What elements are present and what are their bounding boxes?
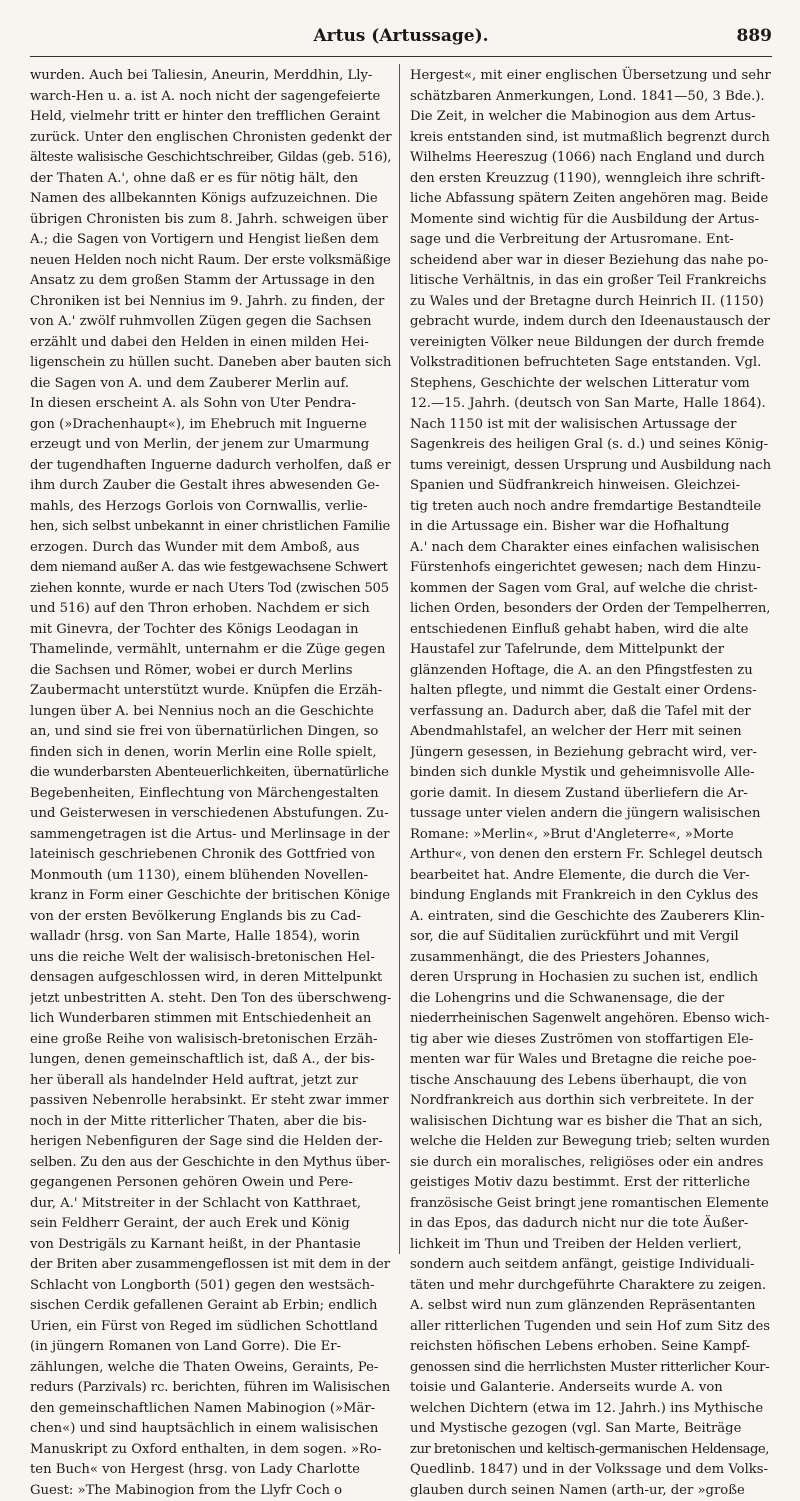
text-line: sor, die auf Süditalien zurückführt und mit Vergil — [410, 927, 772, 948]
text-line: ligenschein zu hüllen sucht. Daneben aber bauten sich — [30, 353, 392, 374]
text-line: Arthur«, von denen den erstern Fr. Schlegel deutsch — [410, 845, 772, 866]
text-line: verfassung an. Dadurch aber, daß die Tafel mit der — [410, 702, 772, 723]
running-title: Artus (Artussage). — [30, 26, 772, 46]
text-line: ten Buch« von Hergest (hrsg. von Lady Charlotte — [30, 1460, 392, 1481]
text-line: Quedlinb. 1847) und in der Volkssage und dem Volks- — [410, 1460, 772, 1481]
text-line: lich Wunderbaren stimmen mit Entschiedenheit an — [30, 1009, 392, 1030]
text-line: der Thaten A.', ohne daß er es für nötig hält, den — [30, 169, 392, 190]
text-line: sondern auch seitdem anfängt, geistige Individuali- — [410, 1255, 772, 1276]
page-header — [30, 26, 772, 54]
text-line: zusammenhängt, die des Priesters Johannes, — [410, 948, 772, 969]
text-line: Die Zeit, in welcher die Mabinogion aus dem Artus- — [410, 107, 772, 128]
text-line: zurück. Unter den englischen Chronisten gedenkt der — [30, 128, 392, 149]
text-line: von Destrigäls zu Karnant heißt, in der Phantasie — [30, 1235, 392, 1256]
text-line: kommen der Sagen vom Gral, auf welche die christ- — [410, 579, 772, 600]
text-line: dem niemand außer A. das wie festgewachsene Schwert — [30, 558, 392, 579]
text-line: warch-Hen u. a. ist A. noch nicht der sagengefeierte — [30, 87, 392, 108]
text-line: lichkeit im Thun und Treiben der Helden verliert, — [410, 1235, 772, 1256]
text-line: und Mystische gezogen (vgl. San Marte, Beiträge — [410, 1419, 772, 1440]
text-line: in das Epos, das dadurch nicht nur die tote Äußer- — [410, 1214, 772, 1235]
text-line: lungen über A. bei Nennius noch an die Geschichte — [30, 702, 392, 723]
text-line: sein Feldherr Geraint, der auch Erek und König — [30, 1214, 392, 1235]
text-line: der Briten aber zusammengeflossen ist mit dem in der — [30, 1255, 392, 1276]
text-line: lateinisch geschriebenen Chronik des Gottfried von — [30, 845, 392, 866]
text-line: tig aber wie dieses Zuströmen von stoffartigen Ele- — [410, 1030, 772, 1051]
text-line: glauben durch seinen Namen (arth-ur, der »große — [410, 1481, 772, 1501]
header-rule — [30, 56, 772, 57]
text-line: kreis entstanden sind, ist mutmaßlich begrenzt durch — [410, 128, 772, 149]
text-line: 12.—15. Jahrh. (deutsch von San Marte, Halle 1864). — [410, 394, 772, 415]
text-line: deren Ursprung in Hochasien zu suchen ist, endlich — [410, 968, 772, 989]
text-line: lungen, denen gemeinschaftlich ist, daß A., der bis- — [30, 1050, 392, 1071]
text-line: finden sich in denen, worin Merlin eine Rolle spielt, — [30, 743, 392, 764]
text-line: sischen Cerdik gefallenen Geraint ab Erbin; endlich — [30, 1296, 392, 1317]
text-line: zu Wales und der Bretagne durch Heinrich II. (1150) — [410, 292, 772, 313]
text-line: tums vereinigt, dessen Ursprung und Ausbildung nach — [410, 456, 772, 477]
text-line: her überall als handelnder Held auftrat, jetzt zur — [30, 1071, 392, 1092]
text-line: wurden. Auch bei Taliesin, Aneurin, Merddhin, Lly- — [30, 66, 392, 87]
text-line: sie durch ein moralisches, religiöses oder ein andres — [410, 1153, 772, 1174]
text-line: A. selbst wird nun zum glänzenden Repräsentanten — [410, 1296, 772, 1317]
text-line: erzeugt und von Merlin, der jenem zur Umarmung — [30, 435, 392, 456]
text-line: welchen Dichtern (etwa im 12. Jahrh.) ins Mythische — [410, 1399, 772, 1420]
text-line: Thamelinde, vermählt, unternahm er die Züge gegen — [30, 640, 392, 661]
text-line: genossen sind die herrlichsten Muster ritterlicher Kour- — [410, 1358, 772, 1379]
text-line: Wilhelms Heereszug (1066) nach England und durch — [410, 148, 772, 169]
text-line: ziehen konnte, wurde er nach Uters Tod (zwischen 505 — [30, 579, 392, 600]
text-line: Held, vielmehr tritt er hinter den trefflichen Geraint — [30, 107, 392, 128]
text-line: uns die reiche Welt der walisisch-bretonischen Hel- — [30, 948, 392, 969]
text-line: Stephens, Geschichte der welschen Litteratur vom — [410, 374, 772, 395]
text-line: mit Ginevra, der Tochter des Königs Leodagan in — [30, 620, 392, 641]
text-line: gegangenen Personen gehören Owein und Pere- — [30, 1173, 392, 1194]
text-line: sage und die Verbreitung der Artusromane. Ent- — [410, 230, 772, 251]
text-line: von A.' zwölf ruhmvollen Zügen gegen die Sachsen — [30, 312, 392, 333]
text-line: reichsten höfischen Lebens erhoben. Seine Kampf- — [410, 1337, 772, 1358]
text-line: binden sich dunkle Mystik und geheimnisvolle Alle- — [410, 763, 772, 784]
text-line: noch in der Mitte ritterlicher Thaten, aber die bis- — [30, 1112, 392, 1133]
text-line: täten und mehr durchgeführte Charaktere zu zeigen. — [410, 1276, 772, 1297]
text-line: Guest: »The Mabinogion from the Llyfr Coch o — [30, 1481, 392, 1501]
text-line: toisie und Galanterie. Anderseits wurde A. von — [410, 1378, 772, 1399]
text-line: übrigen Chronisten bis zum 8. Jahrh. schweigen über — [30, 210, 392, 231]
text-line: Romane: »Merlin«, »Brut d'Angleterre«, »Morte — [410, 825, 772, 846]
text-line: Manuskript zu Oxford enthalten, in dem sogen. »Ro- — [30, 1440, 392, 1461]
text-line: schätzbaren Anmerkungen, Lond. 1841—50, 3 Bde.). — [410, 87, 772, 108]
text-line: die wunderbarsten Abenteuerlichkeiten, übernatürliche — [30, 763, 392, 784]
text-line: Chroniken ist bei Nennius im 9. Jahrh. zu finden, der — [30, 292, 392, 313]
text-line: gon (»Drachenhaupt«), im Ehebruch mit Inguerne — [30, 415, 392, 436]
text-line: halten pflegte, und nimmt die Gestalt einer Ordens- — [410, 681, 772, 702]
text-line: Begebenheiten, Einflechtung von Märchengestalten — [30, 784, 392, 805]
text-line: A.; die Sagen von Vortigern und Hengist ließen dem — [30, 230, 392, 251]
text-line: walladr (hrsg. von San Marte, Halle 1854), worin — [30, 927, 392, 948]
page-number: 889 — [737, 26, 773, 46]
text-line: (in jüngern Romanen von Land Gorre). Die Er- — [30, 1337, 392, 1358]
text-line: entschiedenen Einfluß gehabt haben, wird die alte — [410, 620, 772, 641]
text-line: den ersten Kreuzzug (1190), wenngleich ihre schrift- — [410, 169, 772, 190]
right-column — [410, 66, 772, 1501]
text-line: erzählt und dabei den Helden in einen milden Hei- — [30, 333, 392, 354]
text-line: glänzenden Hoftage, die A. an den Pfingstfesten zu — [410, 661, 772, 682]
text-line: jetzt unbestritten A. steht. Den Ton des überschweng- — [30, 989, 392, 1010]
text-line: Haustafel zur Tafelrunde, dem Mittelpunkt der — [410, 640, 772, 661]
text-line: Volkstraditionen befruchteten Sage entstanden. Vgl. — [410, 353, 772, 374]
text-line: französische Geist bringt jene romantischen Elemente — [410, 1194, 772, 1215]
text-line: gebracht wurde, indem durch den Ideenaustausch der — [410, 312, 772, 333]
text-line: litische Verhältnis, in das ein großer Teil Frankreichs — [410, 271, 772, 292]
text-line: scheidend aber war in dieser Beziehung das nahe po- — [410, 251, 772, 272]
text-line: redurs (Parzivals) rc. berichten, führen im Walisischen — [30, 1378, 392, 1399]
text-line: menten war für Wales und Bretagne die reiche poe- — [410, 1050, 772, 1071]
text-line: liche Abfassung spätern Zeiten angehören mag. Beide — [410, 189, 772, 210]
text-line: Nordfrankreich aus dorthin sich verbreitete. In der — [410, 1091, 772, 1112]
text-line: den gemeinschaftlichen Namen Mabinogion (»Mär- — [30, 1399, 392, 1420]
text-line: Nach 1150 ist mit der walisischen Artussage der — [410, 415, 772, 436]
text-line: welche die Helden zur Bewegung trieb; selten wurden — [410, 1132, 772, 1153]
text-line: tig treten auch noch andre fremdartige Bestandteile — [410, 497, 772, 518]
text-line: vereinigten Völker neue Bildungen der durch fremde — [410, 333, 772, 354]
text-line: Jüngern gesessen, in Beziehung gebracht wird, ver- — [410, 743, 772, 764]
text-line: die Sachsen und Römer, wobei er durch Merlins — [30, 661, 392, 682]
text-line: lichen Orden, besonders der Orden der Tempelherren, — [410, 599, 772, 620]
text-line: bearbeitet hat. Andre Elemente, die durch die Ver- — [410, 866, 772, 887]
text-line: gorie damit. In diesem Zustand überliefern die Ar- — [410, 784, 772, 805]
text-line: Ansatz zu dem großen Stamm der Artussage in den — [30, 271, 392, 292]
column-divider — [399, 64, 400, 1254]
text-line: bindung Englands mit Frankreich in den Cyklus des — [410, 886, 772, 907]
text-line: die Sagen von A. und dem Zauberer Merlin auf. — [30, 374, 392, 395]
text-line: sammengetragen ist die Artus- und Merlinsage in der — [30, 825, 392, 846]
text-line: chen«) und sind hauptsächlich in einem walisischen — [30, 1419, 392, 1440]
text-line: hen, sich selbst unbekannt in einer christlichen Familie — [30, 517, 392, 538]
text-line: in die Artussage ein. Bisher war die Hofhaltung — [410, 517, 772, 538]
text-line: aller ritterlichen Tugenden und sein Hof zum Sitz des — [410, 1317, 772, 1338]
text-line: der tugendhaften Inguerne dadurch verholfen, daß er — [30, 456, 392, 477]
text-line: Spanien und Südfrankreich hinweisen. Gleichzei- — [410, 476, 772, 497]
text-line: und 516) auf den Thron erhoben. Nachdem er sich — [30, 599, 392, 620]
text-line: zur bretonischen und keltisch-germanischen Heldensage, — [410, 1440, 772, 1461]
text-line: kranz in Form einer Geschichte der britischen Könige — [30, 886, 392, 907]
text-line: tische Anschauung des Lebens überhaupt, die von — [410, 1071, 772, 1092]
text-line: Zaubermacht unterstützt wurde. Knüpfen die Erzäh- — [30, 681, 392, 702]
text-line: eine große Reihe von walisisch-bretonischen Erzäh- — [30, 1030, 392, 1051]
text-line: von der ersten Bevölkerung Englands bis zu Cad- — [30, 907, 392, 928]
text-line: ihm durch Zauber die Gestalt ihres abwesenden Ge- — [30, 476, 392, 497]
text-line: Urien, ein Fürst von Reged im südlichen Schottland — [30, 1317, 392, 1338]
text-line: geistiges Motiv dazu bestimmt. Erst der ritterliche — [410, 1173, 772, 1194]
text-line: densagen aufgeschlossen wird, in deren Mittelpunkt — [30, 968, 392, 989]
text-line: herigen Nebenfiguren der Sage sind die Helden der- — [30, 1132, 392, 1153]
text-line: älteste walisische Geschichtschreiber, Gildas (geb. 516), — [30, 148, 392, 169]
text-line: die Lohengrins und die Schwanensage, die der — [410, 989, 772, 1010]
text-line: Monmouth (um 1130), einem blühenden Novellen- — [30, 866, 392, 887]
text-line: Namen des allbekannten Königs aufzuzeichnen. Die — [30, 189, 392, 210]
text-line: Momente sind wichtig für die Ausbildung der Artus- — [410, 210, 772, 231]
left-column — [30, 66, 392, 1501]
text-line: A. eintraten, sind die Geschichte des Zauberers Klin- — [410, 907, 772, 928]
text-line: In diesen erscheint A. als Sohn von Uter Pendra- — [30, 394, 392, 415]
text-line: niederrheinischen Sagenwelt angehören. Ebenso wich- — [410, 1009, 772, 1030]
text-line: passiven Nebenrolle herabsinkt. Er steht zwar immer — [30, 1091, 392, 1112]
text-line: erzogen. Durch das Wunder mit dem Amboß, aus — [30, 538, 392, 559]
text-line: tussage unter vielen andern die jüngern walisischen — [410, 804, 772, 825]
text-line: Sagenkreis des heiligen Gral (s. d.) und seines König- — [410, 435, 772, 456]
text-line: und Geisterwesen in verschiedenen Abstufungen. Zu- — [30, 804, 392, 825]
text-line: Hergest«, mit einer englischen Übersetzung und sehr — [410, 66, 772, 87]
text-line: Fürstenhofs eingerichtet gewesen; nach dem Hinzu- — [410, 558, 772, 579]
text-line: an, und sind sie frei von übernatürlichen Dingen, so — [30, 722, 392, 743]
text-line: Schlacht von Longborth (501) gegen den westsäch- — [30, 1276, 392, 1297]
text-line: selben. Zu den aus der Geschichte in den Mythus über- — [30, 1153, 392, 1174]
text-line: mahls, des Herzogs Gorlois von Cornwallis, verlie- — [30, 497, 392, 518]
text-line: A.' nach dem Charakter eines einfachen walisischen — [410, 538, 772, 559]
text-line: dur, A.' Mitstreiter in der Schlacht von Katthraet, — [30, 1194, 392, 1215]
text-line: Abendmahlstafel, an welcher der Herr mit seinen — [410, 722, 772, 743]
text-line: walisischen Dichtung war es bisher die That an sich, — [410, 1112, 772, 1133]
text-line: zählungen, welche die Thaten Oweins, Geraints, Pe- — [30, 1358, 392, 1379]
text-line: neuen Helden noch nicht Raum. Der erste volksmäßige — [30, 251, 392, 272]
